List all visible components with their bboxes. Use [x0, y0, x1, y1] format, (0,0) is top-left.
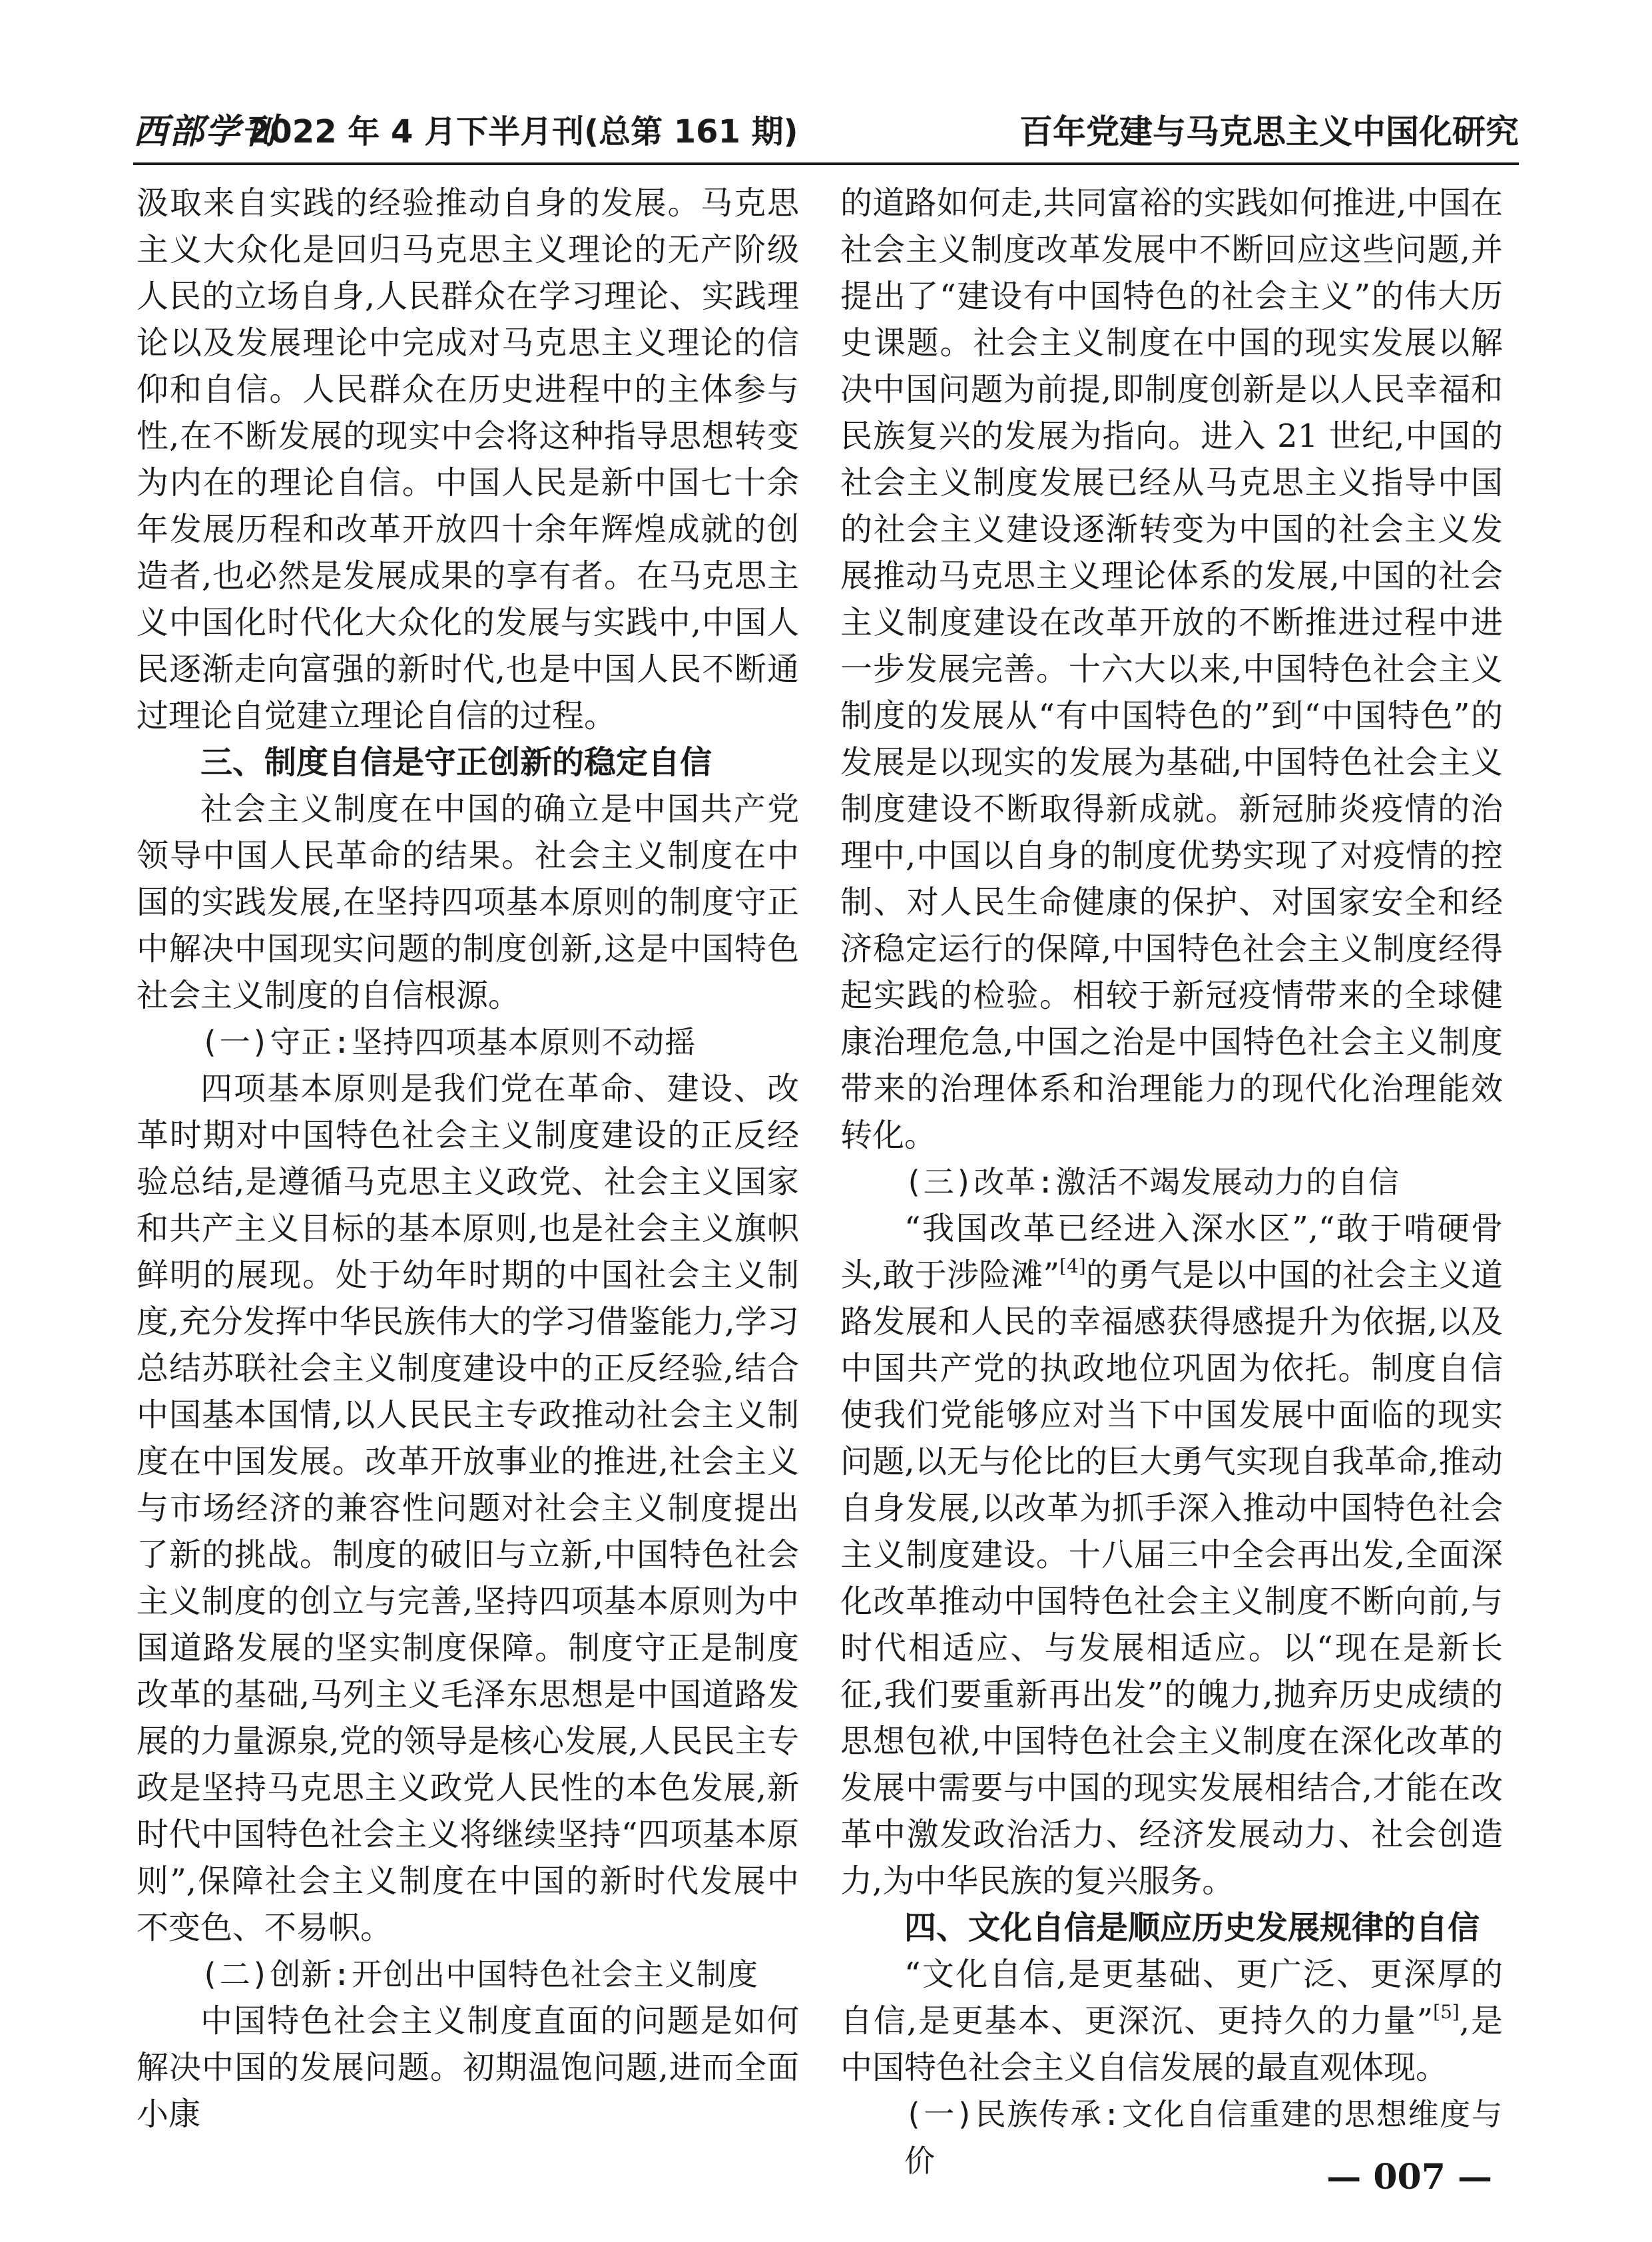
- left-column: [137, 180, 799, 2133]
- section-heading: 三、制度自信是守正创新的稳定自信: [200, 744, 712, 781]
- paragraph-text: 的勇气是以中国的社会主义道路发展和人民的幸福感获得感提升为依据,以及中国共产党的执政地位巩固为依托。制度自信使我们党能够应对当下中国发展中面临的现实问题,以无与伦比的巨大勇气实现自我革命,推动自身发展,以改革为抓手深入推动中国特色社会主义制度建设。十八届三中全会再出发,全面深化改革推动中国特色社会主义制度不断向前,与时代相适应、与发展相适应。以“现在是新长征,我们要重新再出发”的魄力,抛弃历史成绩的思想包袱,中国特色社会主义制度在深化改革的发展中需要与中国的现实发展相结合,才能在改革中激发政治活力、经济发展动力、社会创造力,为中华民族的复兴服务。: [840, 1257, 1503, 1900]
- paragraph: [840, 1951, 1503, 2091]
- paragraph: 社会主义制度在中国的确立是中国共产党领导中国人民革命的结果。社会主义制度在中国的实践发展,在坚持四项基本原则的制度守正中解决中国现实问题的制度创新,这是中国特色社会主义制度的自信根源。: [137, 790, 799, 1014]
- header-rule: [133, 162, 1519, 165]
- paragraph: 中国特色社会主义制度直面的问题是如何解决中国的发展问题。初期温饱问题,进而全面小康: [137, 2002, 799, 2133]
- paragraph: 的道路如何走,共同富裕的实践如何推进,中国在社会主义制度改革发展中不断回应这些问题,并提出了“建设有中国特色的社会主义”的伟大历史课题。社会主义制度在中国的现实发展以解决中国问题为前提,即制度创新是以人民幸福和民族复兴的发展为指向。进入 21 世纪,中国的社会主义制度发展已经从马克思主义指导中国的社会主义建设逐渐转变为中国的社会主义发展推动马克思主义理论体系的发展,中国的社会主义制度建设在改革开放的不断推进过程中进一步发展完善。十六大以来,中国特色社会主义制度的发展从“有中国特色的”到“中国特色”的发展是以现实的发展为基础,中国特色社会主义制度建设不断取得新成就。新冠肺炎疫情的治理中,中国以自身的制度优势实现了对疫情的控制、对人民生命健康的保护、对国家安全和经济稳定运行的保障,中国特色社会主义制度经得起实践的检验。相较于新冠疫情带来的全球健康治理危急,中国之治是中国特色社会主义制度带来的治理体系和治理能力的现代化治理能效转化。: [840, 184, 1503, 1154]
- section-heading: 四、文化自信是顺应历史发展规律的自信: [904, 1909, 1480, 1946]
- subsection-heading: (二)创新:开创出中国特色社会主义制度: [200, 1956, 759, 1992]
- paragraph: 四项基本原则是我们党在革命、建设、改革时期对中国特色社会主义制度建设的正反经验总结,是遵循马克思主义政党、社会主义国家和共产主义目标的基本原则,也是社会主义旗帜鲜明的展现。处于幼年时期的中国社会主义制度,充分发挥中华民族伟大的学习借鉴能力,学习总结苏联社会主义制度建设中的正反经验,结合中国基本国情,以人民民主专政推动社会主义制度在中国发展。改革开放事业的推进,社会主义与市场经济的兼容性问题对社会主义制度提出了新的挑战。制度的破旧与立新,中国特色社会主义制度的创立与完善,坚持四项基本原则为中国道路发展的坚实制度保障。制度守正是制度改革的基础,马列主义毛泽东思想是中国道路发展的力量源泉,党的领导是核心发展,人民民主专政是坚持马克思主义政党人民性的本色发展,新时代中国特色社会主义将继续坚持“四项基本原则”,保障社会主义制度在中国的新时代发展中不变色、不易帜。: [137, 1070, 799, 1946]
- citation-ref: [5]: [1433, 2001, 1460, 2023]
- paragraph: [840, 1205, 1503, 1904]
- paragraph-text: ,是中国特色社会主义自信发展的最直观体现。: [840, 2002, 1503, 2086]
- subsection-heading: (一)民族传承:文化自信重建的思想维度与价: [904, 2096, 1503, 2179]
- issue-info: 2022 年 4 月下半月刊(总第 161 期): [248, 113, 798, 150]
- page-header: [0, 0, 1652, 166]
- paragraph-text: “我国改革已经进入深水区”,“敢于啃硬骨头,敢于涉险滩”: [840, 1210, 1503, 1294]
- subsection-heading: (三)改革:激活不竭发展动力的自信: [904, 1164, 1400, 1200]
- paragraph-text: “文化自信,是更基础、更广泛、更深厚的自信,是更基本、更深沉、更持久的力量”: [840, 1956, 1503, 2040]
- page-number: — 007 —: [1326, 2157, 1492, 2197]
- journal-logo: 西部学刊: [133, 111, 278, 152]
- paragraph: 汲取来自实践的经验推动自身的发展。马克思主义大众化是回归马克思主义理论的无产阶级人民的立场自身,人民群众在学习理论、实践理论以及发展理论中完成对马克思主义理论的信仰和自信。人民群众在历史进程中的主体参与性,在不断发展的现实中会将这种指导思想转变为内在的理论自信。中国人民是新中国七十余年发展历程和改革开放四十余年辉煌成就的创造者,也必然是发展成果的享有者。在马克思主义中国化时代化大众化的发展与实践中,中国人民逐渐走向富强的新时代,也是中国人民不断通过理论自觉建立理论自信的过程。: [137, 184, 799, 734]
- column-title: 百年党建与马克思主义中国化研究: [1019, 113, 1519, 151]
- subsection-heading: (一)守正:坚持四项基本原则不动摇: [200, 1024, 696, 1060]
- citation-ref: [4]: [1059, 1255, 1086, 1277]
